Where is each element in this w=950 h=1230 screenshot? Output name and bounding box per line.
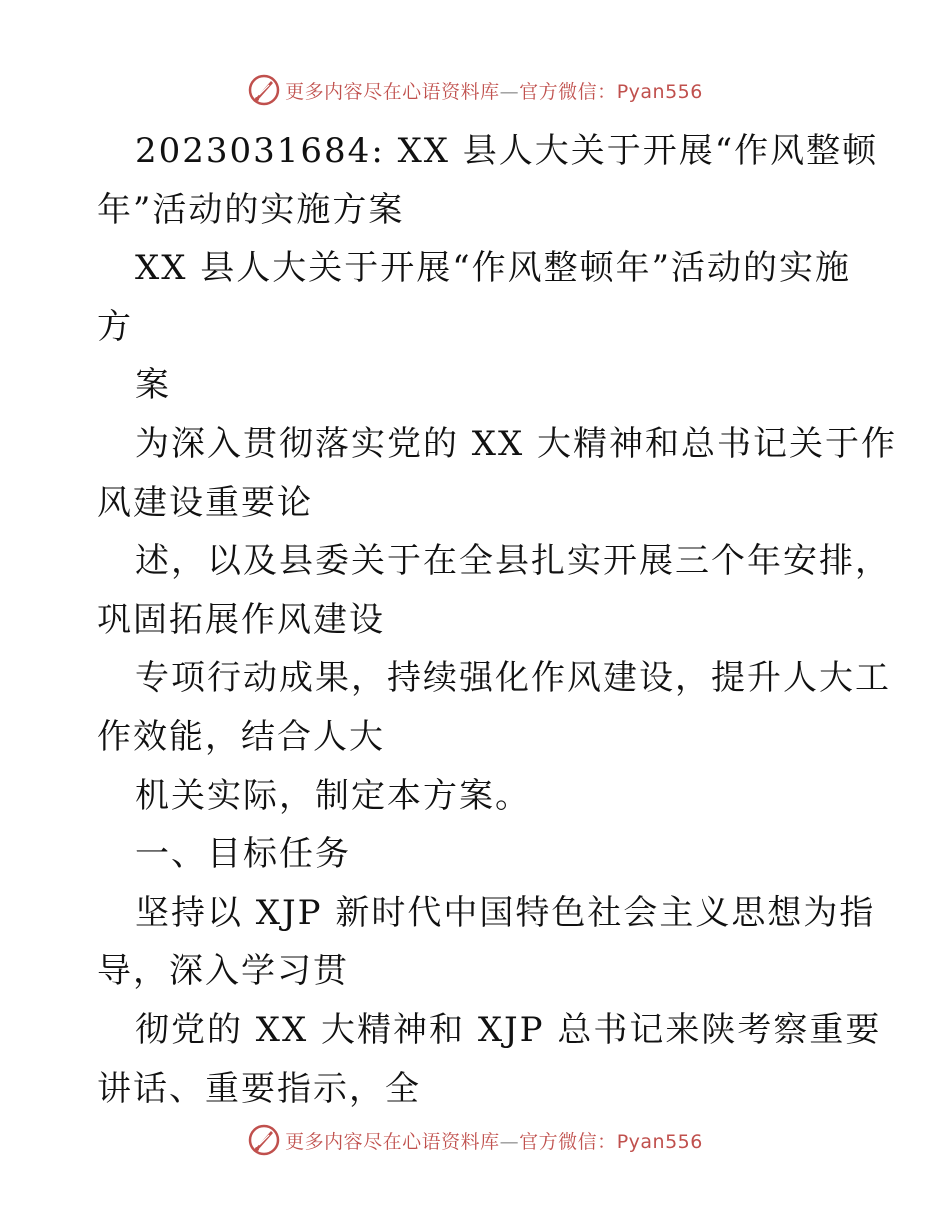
- banner-separator: —: [499, 80, 520, 103]
- doc-line: 作效能，结合人大: [97, 716, 385, 757]
- doc-line: 为深入贯彻落实党的 XX 大精神和总书记关于作: [135, 423, 898, 464]
- banner-separator: —: [499, 1130, 520, 1153]
- banner-contact-text: 官方微信：: [519, 1130, 617, 1153]
- banner-text: [285, 1127, 703, 1154]
- document-body: [97, 122, 898, 1118]
- footer-banner: [0, 1120, 950, 1160]
- doc-line: 坚持以 XJP 新时代中国特色社会主义思想为指: [135, 892, 876, 933]
- doc-line: 专项行动成果，持续强化作风建设，提升人大工: [135, 658, 891, 699]
- banner-handle: Pyan556: [616, 1130, 703, 1153]
- feather-pen-logo-icon: [247, 73, 281, 107]
- doc-line: 讲话、重要指示，全: [97, 1068, 421, 1109]
- banner-text: [285, 77, 703, 104]
- doc-line: 案: [135, 365, 171, 406]
- banner-promo-text: 更多内容尽在心语资料库: [285, 80, 500, 103]
- doc-line: 机关实际，制定本方案。: [135, 775, 531, 816]
- doc-line: 导，深入学习贯: [97, 951, 349, 992]
- doc-line: 年”活动的实施方案: [97, 189, 405, 230]
- banner-contact-text: 官方微信：: [519, 80, 617, 103]
- banner-promo-text: 更多内容尽在心语资料库: [285, 1130, 500, 1153]
- banner-handle: Pyan556: [616, 80, 703, 103]
- doc-line: XX 县人大关于开展“作风整顿年”活动的实施: [135, 248, 851, 289]
- doc-line: 彻党的 XX 大精神和 XJP 总书记来陕考察重要: [135, 1009, 882, 1050]
- doc-line: 方: [97, 306, 133, 347]
- doc-line: 风建设重要论: [97, 482, 313, 523]
- doc-line: 2023031684: XX 县人大关于开展“作风整顿: [135, 131, 879, 171]
- section-heading: 一、目标任务: [135, 834, 351, 875]
- feather-pen-logo-icon: [247, 1123, 281, 1157]
- doc-line: 巩固拓展作风建设: [97, 599, 385, 640]
- header-banner: [0, 70, 950, 110]
- doc-line: 述，以及县委关于在全县扎实开展三个年安排，: [135, 541, 891, 582]
